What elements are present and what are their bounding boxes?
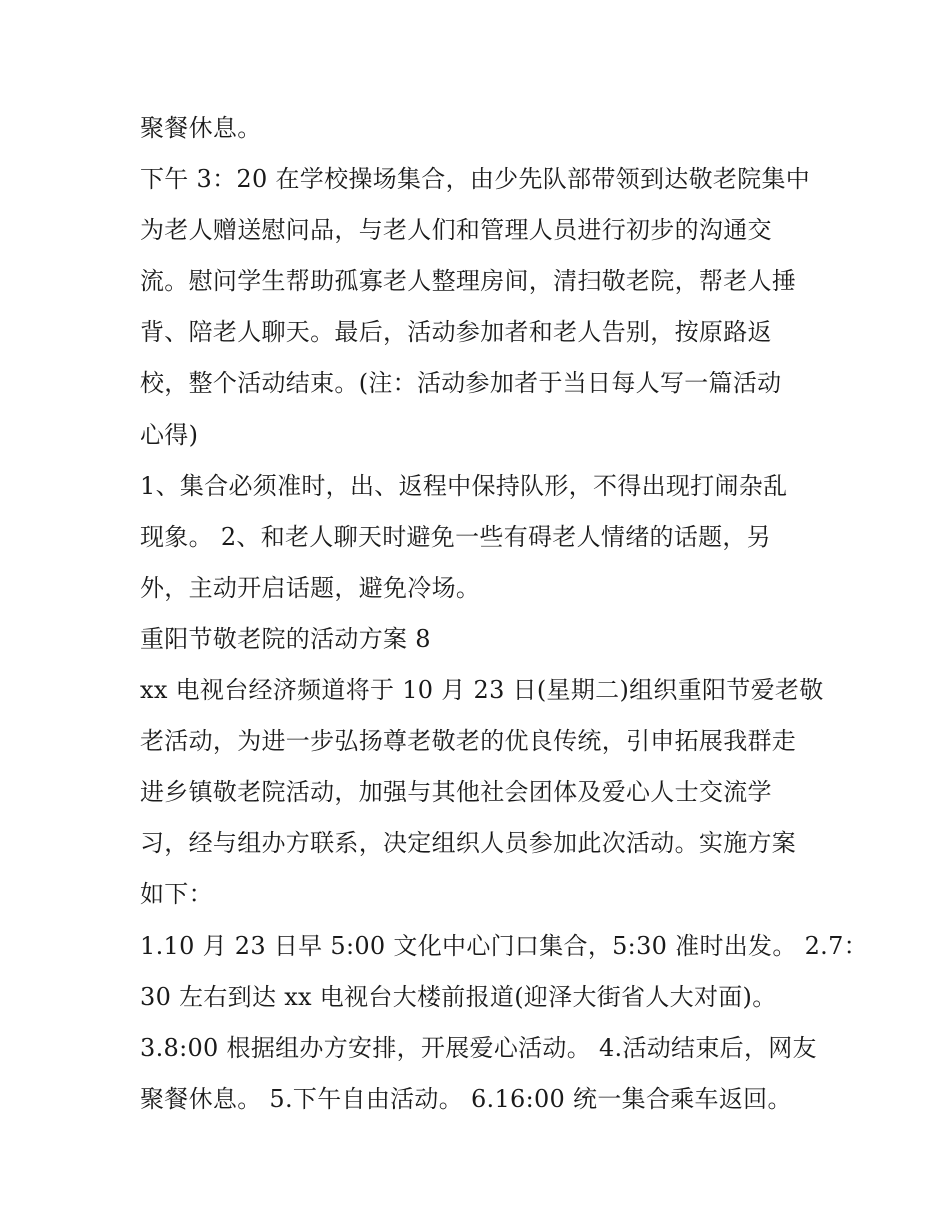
text-line: 心得) (140, 420, 199, 449)
text-line: 聚餐休息。 5.下午自由活动。 6.16:00 统一集合乘车返回。 (140, 1084, 792, 1113)
text-line: 聚餐休息。 (140, 114, 262, 142)
section-heading: 重阳节敬老院的活动方案 8 (140, 624, 431, 653)
text-line: xx 电视台经济频道将于 10 月 23 日(星期二)组织重阳节爱老敬 (140, 676, 824, 705)
text-line: 下午 3：20 在学校操场集合，由少先队部带领到达敬老院集中 (140, 165, 811, 194)
text-line: 流。慰问学生帮助孤寡老人整理房间，清扫敬老院，帮老人捶 (140, 267, 797, 296)
text-line: 1.10 月 23 日早 5:00 文化中心门口集合，5:30 准时出发。 2.7： (140, 931, 868, 960)
text-line: 习，经与组办方联系，决定组织人员参加此次活动。实施方案 (140, 829, 797, 858)
text-line: 外，主动开启话题，避免冷场。 (140, 573, 481, 602)
text-line: 进乡镇敬老院活动，加强与其他社会团体及爱心人士交流学 (140, 778, 772, 807)
text-line: 1、集合必须准时，出、返程中保持队形，不得出现打闹杂乱 (140, 471, 788, 500)
document-body (140, 103, 868, 1125)
text-line: 为老人赠送慰问品，与老人们和管理人员进行初步的沟通交 (140, 216, 772, 245)
text-line: 现象。 2、和老人聊天时避免一些有碍老人情绪的话题，另 (140, 522, 771, 551)
text-line: 校，整个活动结束。(注：活动参加者于当日每人写一篇活动 (140, 369, 782, 398)
text-line: 3.8:00 根据组办方安排，开展爱心活动。 4.活动结束后，网友 (140, 1033, 817, 1062)
text-line: 30 左右到达 xx 电视台大楼前报道(迎泽大街省人大对面)。 (140, 982, 777, 1011)
text-line: 背、陪老人聊天。最后，活动参加者和老人告别，按原路返 (140, 318, 772, 347)
text-line: 如下： (140, 880, 213, 909)
text-line: 老活动，为进一步弘扬尊老敬老的优良传统，引申拓展我群走 (140, 727, 797, 756)
